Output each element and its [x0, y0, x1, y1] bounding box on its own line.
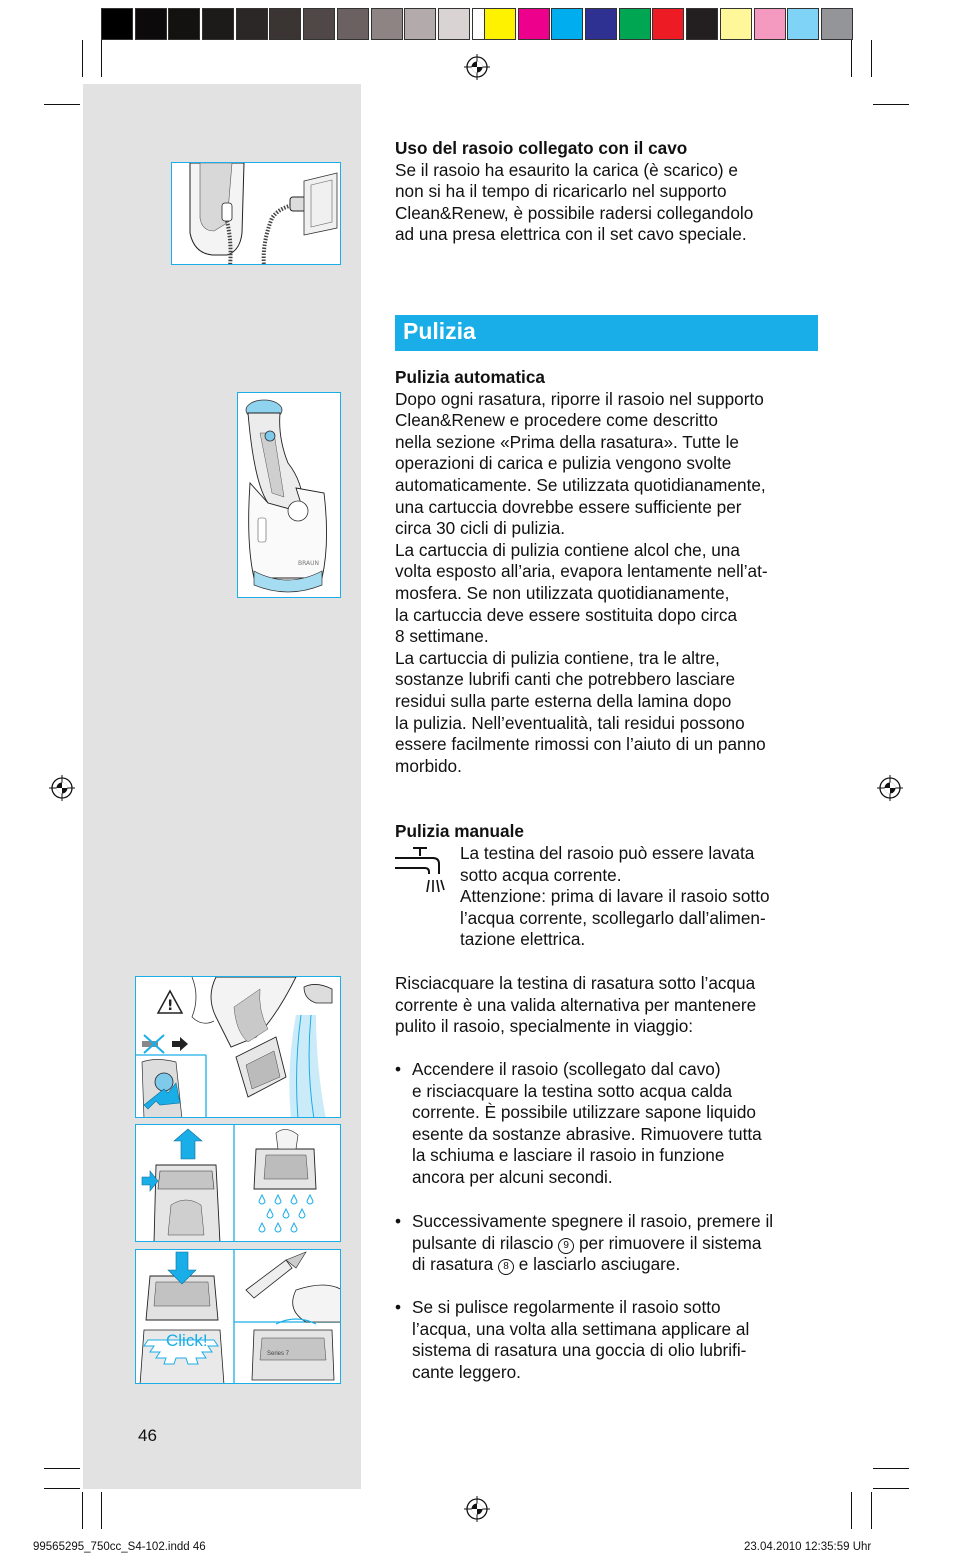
color-swatch [754, 8, 786, 40]
auto-clean-text-line: la pulizia. Nell’eventualità, tali residui possono [395, 712, 745, 733]
bullet-3-line: cante leggero. [412, 1361, 521, 1382]
crop-mark [82, 1492, 83, 1529]
bullet-2-line: Successivamente spegnere il rasoio, premere il [412, 1211, 774, 1231]
svg-text:BRAUN: BRAUN [298, 560, 320, 567]
footer-timestamp: 23.04.2010 12:35:59 Uhr [744, 1541, 872, 1553]
rinse-intro-line: pulito il rasoio, specialmente in viaggio: [395, 1016, 694, 1037]
color-swatch [787, 8, 819, 40]
bullet-1-line: corrente. È possibile utilizzare sapone liquido [412, 1102, 756, 1123]
bullet-2-text: pulsante di rilascio [412, 1232, 554, 1253]
auto-clean-text-line: automaticamente. Se utilizzata quotidianamente, [395, 474, 766, 495]
part-number-9: 9 [558, 1238, 574, 1254]
registration-mark-icon [877, 775, 903, 801]
auto-clean-text-line: La cartuccia di pulizia contiene, tra le altre, [395, 647, 720, 668]
crop-mark [44, 104, 80, 105]
cord-text-line: Se il rasoio ha esaurito la carica (è scarico) e [395, 159, 738, 180]
crop-mark [851, 1492, 852, 1529]
crop-mark [873, 1488, 909, 1489]
bullet-2-text: di rasatura [412, 1254, 494, 1275]
color-swatch [303, 8, 335, 40]
color-swatch [518, 8, 550, 40]
shaver-cord-illustration [171, 162, 341, 265]
color-swatch [404, 8, 436, 40]
auto-clean-heading: Pulizia automatica [395, 367, 545, 387]
tap-note-line: tazione elettrica. [460, 929, 586, 950]
crop-mark [873, 1468, 909, 1469]
rinse-intro-line: corrente è una valida alternativa per mantenere [395, 994, 757, 1015]
color-swatch [551, 8, 583, 40]
registration-mark-icon [49, 775, 75, 801]
bullet-2-line [412, 1254, 822, 1276]
auto-clean-text-line: una cartuccia dovrebbe essere sufficiente per [395, 496, 742, 517]
crop-mark [101, 1492, 102, 1529]
cord-text-line: Clean&Renew, è possibile radersi collegandolo [395, 202, 754, 223]
bullet-dot: • [395, 1297, 402, 1317]
bullet-2-text: per rimuovere il sistema [578, 1232, 762, 1253]
registration-mark-icon [464, 1496, 490, 1522]
bullet-1-line: e risciacquare la testina sotto acqua calda [412, 1080, 733, 1101]
click-label: Click! [166, 1331, 208, 1350]
crop-mark [871, 1492, 872, 1529]
part-number-8: 8 [498, 1259, 514, 1275]
color-swatch [585, 8, 617, 40]
bullet-2-line [412, 1233, 822, 1255]
oil-and-reattach-illustration [135, 1249, 341, 1384]
auto-clean-text-line: operazioni di carica e pulizia vengono svolte [395, 453, 732, 474]
bullet-dot: • [395, 1211, 402, 1231]
tap-note-line: sotto acqua corrente. [460, 864, 622, 885]
auto-clean-text-line: la cartuccia deve essere sostituita dopo circa [395, 604, 738, 625]
color-swatch [686, 8, 718, 40]
color-swatch [371, 8, 403, 40]
cord-text-line: ad una presa elettrica con il set cavo speciale. [395, 224, 747, 245]
bullet-3-line: sistema di rasatura una goccia di olio lubrifi- [412, 1340, 747, 1361]
auto-clean-text-line: mosfera. Se non utilizzata quotidianamente, [395, 582, 730, 603]
manual-clean-heading: Pulizia manuale [395, 821, 524, 841]
cord-heading: Uso del rasoio collegato con il cavo [395, 138, 688, 158]
section-title: Pulizia [403, 318, 476, 344]
bullet-1-line: Accendere il rasoio (scollegato dal cavo) [412, 1059, 721, 1079]
cord-body [395, 160, 825, 246]
bullet-1-line: la schiuma e lasciare il rasoio in funzione [412, 1145, 725, 1166]
auto-clean-text-line: sostanze lubrifi canti che potrebbero lasciare [395, 669, 736, 690]
bullet-3-line: l’acqua, una volta alla settimana applicare al [412, 1318, 750, 1339]
rinse-intro [395, 973, 825, 1038]
tap-note-line: La testina del rasoio può essere lavata [460, 843, 755, 863]
cord-section [395, 138, 825, 246]
crop-mark [871, 40, 872, 77]
section-banner [395, 315, 818, 351]
auto-clean-section [395, 367, 825, 777]
color-swatch [168, 8, 200, 40]
cord-text-line: non si ha il tempo di ricaricarlo nel supporto [395, 181, 727, 202]
tap-note-line: l’acqua corrente, scollegarlo dall’alimen- [460, 907, 766, 928]
auto-clean-text-line: volta esposto all’aria, evapora lentamente nell’at- [395, 561, 768, 582]
color-swatch [619, 8, 651, 40]
auto-clean-text-line: nella sezione «Prima della rasatura». Tutte le [395, 431, 739, 452]
svg-text:!: ! [167, 998, 174, 1014]
color-swatch [269, 8, 301, 40]
color-swatch [821, 8, 853, 40]
series-label: Series 7 [267, 1351, 290, 1357]
rinse-under-tap-illustration [135, 976, 341, 1118]
auto-clean-body [395, 389, 825, 778]
color-swatch [202, 8, 234, 40]
color-swatch [438, 8, 470, 40]
auto-clean-text-line: circa 30 cicli di pulizia. [395, 518, 566, 539]
remove-shaving-system-illustration [135, 1124, 341, 1242]
bullet-2-text: e lasciarlo asciugare. [518, 1254, 681, 1275]
auto-clean-text-line: La cartuccia di pulizia contiene alcol che, una [395, 539, 740, 560]
crop-mark [82, 40, 83, 77]
rinse-intro-line: Risciacquare la testina di rasatura sotto l’acqua [395, 973, 756, 993]
footer-file-info: 99565295_750cc_S4-102.indd 46 [33, 1541, 206, 1553]
color-swatch [720, 8, 752, 40]
bullet-1-line: esente da sostanze abrasive. Rimuovere tutta [412, 1123, 762, 1144]
color-swatch [652, 8, 684, 40]
crop-mark [873, 104, 909, 105]
grayscale-color-bar [101, 8, 505, 40]
auto-clean-text-line: Clean&Renew e procedere come descritto [395, 410, 718, 431]
color-swatch [101, 8, 133, 40]
clean-renew-station-illustration [237, 392, 341, 598]
process-color-bar [484, 8, 855, 40]
water-tap-icon [393, 844, 445, 896]
bullet-3-line: Se si pulisce regolarmente il rasoio sotto [412, 1297, 721, 1317]
tap-note-line: Attenzione: prima di lavare il rasoio sotto [460, 886, 770, 907]
auto-clean-text-line: morbido. [395, 755, 462, 776]
crop-mark [44, 1488, 80, 1489]
auto-clean-text-line: 8 settimane. [395, 626, 489, 647]
crop-mark [101, 40, 102, 77]
color-swatch [135, 8, 167, 40]
auto-clean-text-line: essere facilmente rimossi con l’aiuto di un panno [395, 734, 766, 755]
auto-clean-text-line: Dopo ogni rasatura, riporre il rasoio nel supporto [395, 388, 764, 409]
bullet-1-line: ancora per alcuni secondi. [412, 1166, 613, 1187]
color-swatch [337, 8, 369, 40]
bullet-dot: • [395, 1059, 402, 1079]
tap-note [460, 843, 830, 951]
page-number: 46 [138, 1426, 157, 1445]
registration-mark-icon [464, 54, 490, 80]
color-swatch [484, 8, 516, 40]
auto-clean-text-line: residui sulla parte esterna della lamina dopo [395, 690, 732, 711]
crop-mark [44, 1468, 80, 1469]
crop-mark [851, 40, 852, 77]
color-swatch [236, 8, 268, 40]
